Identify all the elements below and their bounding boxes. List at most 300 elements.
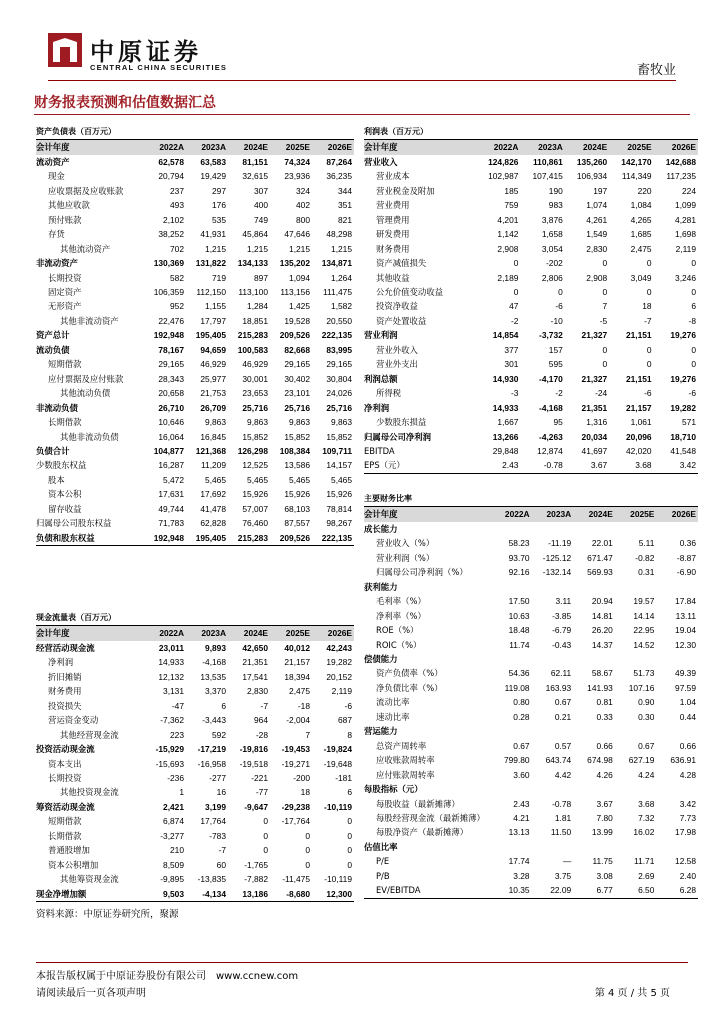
row-value: -7: [260, 700, 268, 711]
row-value: 3.75: [554, 870, 572, 881]
row-label: 每股指标（元）: [364, 784, 423, 795]
row-value: -18: [297, 700, 310, 711]
row-value: -19,453: [281, 744, 310, 755]
row-label: 应收票据及应收账款: [48, 185, 124, 196]
row-value: -0.78: [552, 798, 572, 809]
row-label: 营业收入: [364, 156, 398, 167]
row-label: 其他非流动负债: [60, 431, 119, 442]
table-row: [364, 710, 698, 724]
row-label: 其他流动负债: [60, 388, 111, 399]
row-label: P/B: [376, 870, 390, 881]
row-value-empty: [615, 840, 657, 854]
row-value: -3: [510, 388, 519, 399]
row-value: 38,252: [158, 229, 184, 240]
row-value: 9,503: [144, 887, 186, 902]
row-value: -47: [171, 700, 184, 711]
row-value: 106,359: [153, 286, 184, 297]
row-value: 63,583: [200, 156, 226, 167]
row-value-empty: [656, 652, 698, 666]
row-label: 营业外支出: [376, 359, 418, 370]
table-row: [364, 580, 698, 594]
row-value: -5: [599, 315, 608, 326]
row-value: 42,650: [242, 642, 268, 653]
row-label: 存货: [48, 229, 65, 240]
row-value: -2: [555, 388, 563, 399]
row-value: 21,151: [625, 373, 652, 384]
row-value: 2,421: [163, 801, 184, 812]
row-value: 17.84: [675, 596, 696, 607]
row-value: 3.42: [679, 798, 696, 809]
row-label: 少数股东权益: [36, 460, 87, 471]
row-value-empty: [615, 782, 657, 796]
table-row: [36, 430, 354, 444]
row-value: 11.50: [550, 827, 572, 838]
row-value: 6: [221, 700, 226, 711]
row-value: 569.93: [587, 567, 613, 578]
row-value: 719: [212, 272, 226, 283]
table-row: [364, 213, 698, 227]
table-row: [364, 155, 698, 169]
row-value: -6: [555, 301, 563, 312]
row-value: 21,151: [625, 330, 652, 341]
row-value: 1,698: [675, 229, 696, 240]
row-value: -3.85: [552, 610, 572, 621]
row-value: 41,548: [670, 445, 696, 456]
row-value: 41,478: [200, 503, 226, 514]
row-label: 其他收益: [376, 272, 410, 283]
row-value: -202: [546, 258, 563, 269]
row-value: 106,934: [576, 171, 608, 182]
row-value: 17,764: [200, 816, 226, 827]
row-value: 4,201: [497, 214, 519, 225]
row-value: -9,647: [244, 801, 268, 812]
table-row: [36, 684, 354, 698]
ratios-year-2025E: 2025E: [615, 507, 657, 522]
table-row: [36, 415, 354, 429]
row-label: 估值比率: [364, 841, 398, 852]
table-row: [36, 444, 354, 458]
row-value: 14,854: [492, 330, 519, 341]
row-value: -4,168: [202, 657, 226, 668]
table-row: [36, 357, 354, 371]
row-label: 固定资产: [48, 286, 82, 297]
cash-flow-table: [36, 611, 354, 902]
row-value: 952: [170, 301, 184, 312]
table-row: [364, 357, 698, 371]
row-value: -7: [218, 845, 226, 856]
row-label: 筹资活动现金流: [36, 801, 95, 812]
row-value: 400: [254, 200, 268, 211]
row-value: -1,765: [244, 859, 268, 870]
row-value-empty: [532, 724, 574, 738]
row-value: 0.66: [679, 740, 696, 751]
row-value: 20,152: [326, 671, 352, 682]
row-label: 管理费用: [376, 214, 410, 225]
row-value: 1.81: [554, 812, 572, 823]
row-value: 12,525: [242, 460, 268, 471]
row-value: 29,165: [158, 359, 184, 370]
row-value: 29,165: [326, 359, 352, 370]
row-value: 0.28: [513, 711, 530, 722]
table-row: [36, 728, 354, 742]
data-source-note: 资料来源：中原证券研究所，聚源: [36, 909, 179, 920]
table-row: [36, 872, 354, 886]
row-value: 6.28: [656, 883, 698, 898]
row-value-empty: [573, 580, 615, 594]
row-value: 3,246: [675, 272, 696, 283]
row-value: 402: [296, 200, 310, 211]
income-caption: 利润表（百万元）: [364, 127, 428, 136]
balance-sheet-table: [36, 125, 354, 546]
row-value: 1,155: [205, 301, 226, 312]
row-value: 1,094: [289, 272, 310, 283]
row-value: 134,871: [321, 258, 352, 269]
row-label: 营业外收入: [376, 344, 418, 355]
table-row: [364, 811, 698, 825]
row-value: 32,615: [242, 171, 268, 182]
row-value: 111,475: [322, 286, 352, 297]
row-value: 13.99: [591, 827, 613, 838]
row-value: 82,668: [284, 344, 310, 355]
row-value: 1.04: [679, 697, 696, 708]
row-value: 17.74: [508, 856, 530, 867]
row-value: -783: [209, 830, 226, 841]
row-value: 301: [504, 359, 519, 370]
row-value: 1,061: [630, 417, 652, 428]
row-value: 17,631: [158, 489, 184, 500]
row-value: 592: [212, 729, 226, 740]
row-label: 其他经营现金流: [60, 729, 119, 740]
row-value: 9,863: [289, 417, 310, 428]
row-value: 21,157: [625, 402, 652, 413]
table-row: [364, 681, 698, 695]
row-value: 7.73: [679, 812, 696, 823]
row-value: 0: [602, 258, 608, 269]
row-value: 60: [216, 859, 226, 870]
row-value-empty: [532, 580, 574, 594]
row-value: 23,936: [284, 171, 310, 182]
row-value: 113,100: [238, 286, 268, 297]
row-value: 0: [513, 286, 519, 297]
row-value: 2.43: [476, 458, 520, 473]
row-value: 121,368: [195, 445, 226, 456]
row-label: 投资活动现金流: [36, 744, 95, 755]
row-value: 636.91: [670, 755, 696, 766]
row-value-empty: [532, 652, 574, 666]
row-value-empty: [573, 840, 615, 854]
income-year-2024E: 2024E: [565, 140, 609, 155]
company-name-cn: 中原证券: [90, 37, 202, 66]
table-row: [364, 739, 698, 753]
row-value-empty: [615, 522, 657, 536]
row-label: EBITDA: [364, 445, 395, 456]
row-value: 0: [305, 859, 310, 870]
row-value: -3,443: [202, 715, 226, 726]
row-value: 0.90: [638, 697, 655, 708]
row-value: -8.87: [676, 552, 696, 563]
row-label: 应付账款周转率: [376, 769, 435, 780]
table-row: [364, 227, 698, 241]
row-value: 3.11: [555, 596, 572, 607]
row-value: 192,948: [144, 531, 186, 546]
row-value: 595: [548, 359, 563, 370]
table-row: [364, 753, 698, 767]
row-value: 28,343: [158, 373, 184, 384]
row-label: 净利率（%）: [376, 610, 426, 621]
table-row: [36, 800, 354, 814]
row-value: -16,958: [197, 758, 226, 769]
row-value: 821: [338, 214, 352, 225]
table-row: [364, 536, 698, 550]
row-value: 2.69: [638, 870, 655, 881]
row-value: 7.80: [596, 812, 613, 823]
row-value: 71,783: [158, 518, 184, 529]
row-label: 研发费用: [376, 229, 410, 240]
row-value: -200: [293, 772, 310, 783]
row-value: 58.23: [508, 538, 530, 549]
row-value: 0.81: [596, 697, 613, 708]
row-value: -2,004: [286, 715, 310, 726]
row-value: 46,929: [200, 359, 226, 370]
table-row: [36, 458, 354, 472]
row-value: 45,864: [242, 229, 268, 240]
row-value: 11.75: [592, 856, 613, 867]
income-year-2026E: 2026E: [654, 140, 698, 155]
table-row: [364, 328, 698, 342]
cashflow-year-2022A: 2022A: [144, 626, 186, 641]
row-value: 62.11: [550, 668, 572, 679]
row-value: 19,528: [284, 315, 310, 326]
row-label: 资产处置收益: [376, 315, 427, 326]
row-value: 6.77: [573, 883, 615, 898]
row-value: 9,863: [331, 417, 352, 428]
row-value: 1: [179, 787, 184, 798]
row-value: 3.28: [513, 870, 530, 881]
row-value: 0.57: [554, 740, 572, 751]
row-value: 18,851: [242, 315, 268, 326]
row-value: -181: [335, 772, 352, 783]
row-value-empty: [573, 782, 615, 796]
row-value: 76,460: [242, 518, 268, 529]
row-label: 其他非流动资产: [60, 315, 119, 326]
table-row: [364, 724, 698, 738]
row-value: 78,814: [326, 503, 352, 514]
row-value-empty: [656, 840, 698, 854]
row-value: -6: [644, 388, 652, 399]
table-row: [364, 695, 698, 709]
row-label: 资产减值损失: [376, 258, 427, 269]
row-value: 1,264: [331, 272, 352, 283]
row-value: 16.02: [633, 827, 655, 838]
row-value: -2: [510, 315, 519, 326]
row-label: 归属母公司净利润（%）: [376, 567, 468, 578]
row-value: 195,405: [186, 531, 228, 546]
row-label: 营业收入（%）: [376, 538, 435, 549]
table-row: [36, 328, 354, 342]
row-value: 8,509: [163, 859, 184, 870]
row-label: 应付票据及应付账款: [48, 373, 124, 384]
row-value: 7: [305, 729, 310, 740]
row-value: 14.14: [633, 610, 655, 621]
row-value: 87,264: [326, 156, 352, 167]
row-value: 2,119: [675, 243, 696, 254]
row-value: 104,877: [153, 445, 184, 456]
row-value: 46,929: [242, 359, 268, 370]
row-value: 224: [682, 185, 696, 196]
row-label: 总资产周转率: [376, 740, 427, 751]
row-value: 13,266: [492, 431, 519, 442]
table-row: [364, 256, 698, 270]
row-value: -11,475: [282, 874, 310, 885]
row-value: 81,151: [242, 156, 268, 167]
row-value: 94,659: [200, 344, 226, 355]
row-value: 30,804: [326, 373, 352, 384]
cashflow-year-2026E: 2026E: [312, 626, 354, 641]
row-value: -221: [251, 772, 268, 783]
income-year-2023A: 2023A: [520, 140, 564, 155]
ratios-caption: 主要财务比率: [364, 494, 412, 503]
table-row: [364, 169, 698, 183]
row-value: 223: [170, 729, 184, 740]
row-value: 15,926: [242, 489, 268, 500]
row-value: 3.68: [638, 798, 655, 809]
row-value: 95: [553, 417, 563, 428]
row-value: 17.50: [508, 596, 530, 607]
row-value: 0: [305, 845, 310, 856]
row-value-empty: [656, 580, 698, 594]
row-value: 17.98: [675, 827, 696, 838]
row-value: 26,709: [200, 402, 226, 413]
row-value: 0.44: [679, 711, 696, 722]
row-label: 毛利率（%）: [376, 596, 426, 607]
row-value: 10.63: [508, 610, 530, 621]
row-value: 78,167: [158, 344, 184, 355]
table-row: [36, 155, 354, 169]
row-value: 6: [347, 787, 352, 798]
table-row: [364, 623, 698, 637]
table-row: [364, 782, 698, 796]
industry-label: 畜牧业: [636, 63, 676, 78]
cashflow-caption: 现金流量表（百万元）: [36, 613, 116, 622]
table-row: [36, 655, 354, 669]
row-value: -10,119: [324, 801, 352, 812]
row-value-empty: [532, 782, 574, 796]
row-value-empty: [573, 652, 615, 666]
row-value: 62,828: [200, 518, 226, 529]
row-value: -0.78: [520, 458, 564, 473]
row-value: 10.35: [490, 883, 532, 898]
row-label: 其他筹资现金流: [60, 874, 119, 885]
row-value: -11.19: [548, 538, 572, 549]
row-value: 98,267: [326, 518, 352, 529]
row-value: 1,658: [541, 229, 563, 240]
table-row: [36, 401, 354, 415]
income-year-header: 会计年度: [364, 140, 476, 155]
row-value: 135,202: [279, 258, 310, 269]
table-row: [36, 285, 354, 299]
row-value: 0: [646, 258, 652, 269]
row-value: 5,465: [247, 474, 268, 485]
page-number: 第 4 页 / 共 5 页: [594, 988, 670, 999]
row-value: 54.36: [508, 668, 530, 679]
row-value: -7,362: [160, 715, 184, 726]
row-value: -4,170: [539, 373, 563, 384]
table-row: [364, 242, 698, 256]
row-value: 14,933: [158, 657, 184, 668]
row-value: 0: [691, 359, 696, 370]
row-value: 19,282: [670, 402, 696, 413]
row-value: -15,929: [155, 744, 184, 755]
row-value: -28: [255, 729, 268, 740]
cashflow-year-2024E: 2024E: [228, 626, 270, 641]
table-row: [36, 227, 354, 241]
row-value: 25,977: [200, 373, 226, 384]
table-row: [364, 854, 698, 868]
row-label: EV/EBITDA: [364, 883, 490, 898]
row-value: -3,277: [160, 830, 184, 841]
table-row: [36, 887, 354, 902]
row-value: 19,276: [670, 330, 696, 341]
row-value: 13,535: [200, 671, 226, 682]
row-value: 113,156: [280, 286, 310, 297]
row-label: 其他流动资产: [60, 243, 111, 254]
table-row: [364, 343, 698, 357]
table-row: [364, 551, 698, 565]
row-value: -3,732: [539, 330, 563, 341]
row-value: 4,261: [586, 214, 608, 225]
row-value: 15,926: [284, 489, 310, 500]
row-value: 4,281: [675, 214, 696, 225]
row-value: 0: [263, 830, 268, 841]
header-divider: [48, 80, 676, 81]
row-label: ROIC（%）: [376, 639, 422, 650]
row-value: 23,653: [242, 388, 268, 399]
row-value: 51.73: [633, 668, 655, 679]
row-value: -0.82: [635, 552, 655, 563]
row-value: 1,084: [630, 200, 652, 211]
row-value: -15,693: [155, 758, 184, 769]
table-row: [36, 473, 354, 487]
cashflow-year-header: 会计年度: [36, 626, 144, 641]
row-value: 13.13: [508, 827, 530, 838]
row-value-empty: [615, 580, 657, 594]
row-value: 209,526: [279, 330, 310, 341]
row-value: 130,369: [153, 258, 184, 269]
row-label: 应收账款周转率: [376, 755, 435, 766]
row-value: 5.11: [638, 538, 655, 549]
row-value: 2,908: [586, 272, 608, 283]
row-value: 2,119: [331, 686, 352, 697]
row-label: 成长能力: [364, 523, 398, 534]
row-value: 11.74: [509, 639, 530, 650]
row-label: 资产负债率（%）: [376, 668, 443, 679]
balance-year-2024E: 2024E: [228, 140, 270, 155]
row-value: 0: [646, 359, 652, 370]
row-label: 无形资产: [48, 301, 82, 312]
row-value: -4,168: [539, 402, 563, 413]
row-value: 20,794: [158, 171, 184, 182]
row-value: 176: [212, 200, 226, 211]
row-value: 13.11: [675, 610, 696, 621]
row-value: 142,688: [665, 156, 696, 167]
row-value: 1,685: [630, 229, 652, 240]
row-value: 23,101: [284, 388, 310, 399]
row-value: 0: [602, 359, 608, 370]
ratios-year-2024E: 2024E: [573, 507, 615, 522]
table-row: [36, 699, 354, 713]
row-value: 20,550: [326, 315, 352, 326]
row-label: 预付账款: [48, 214, 82, 225]
